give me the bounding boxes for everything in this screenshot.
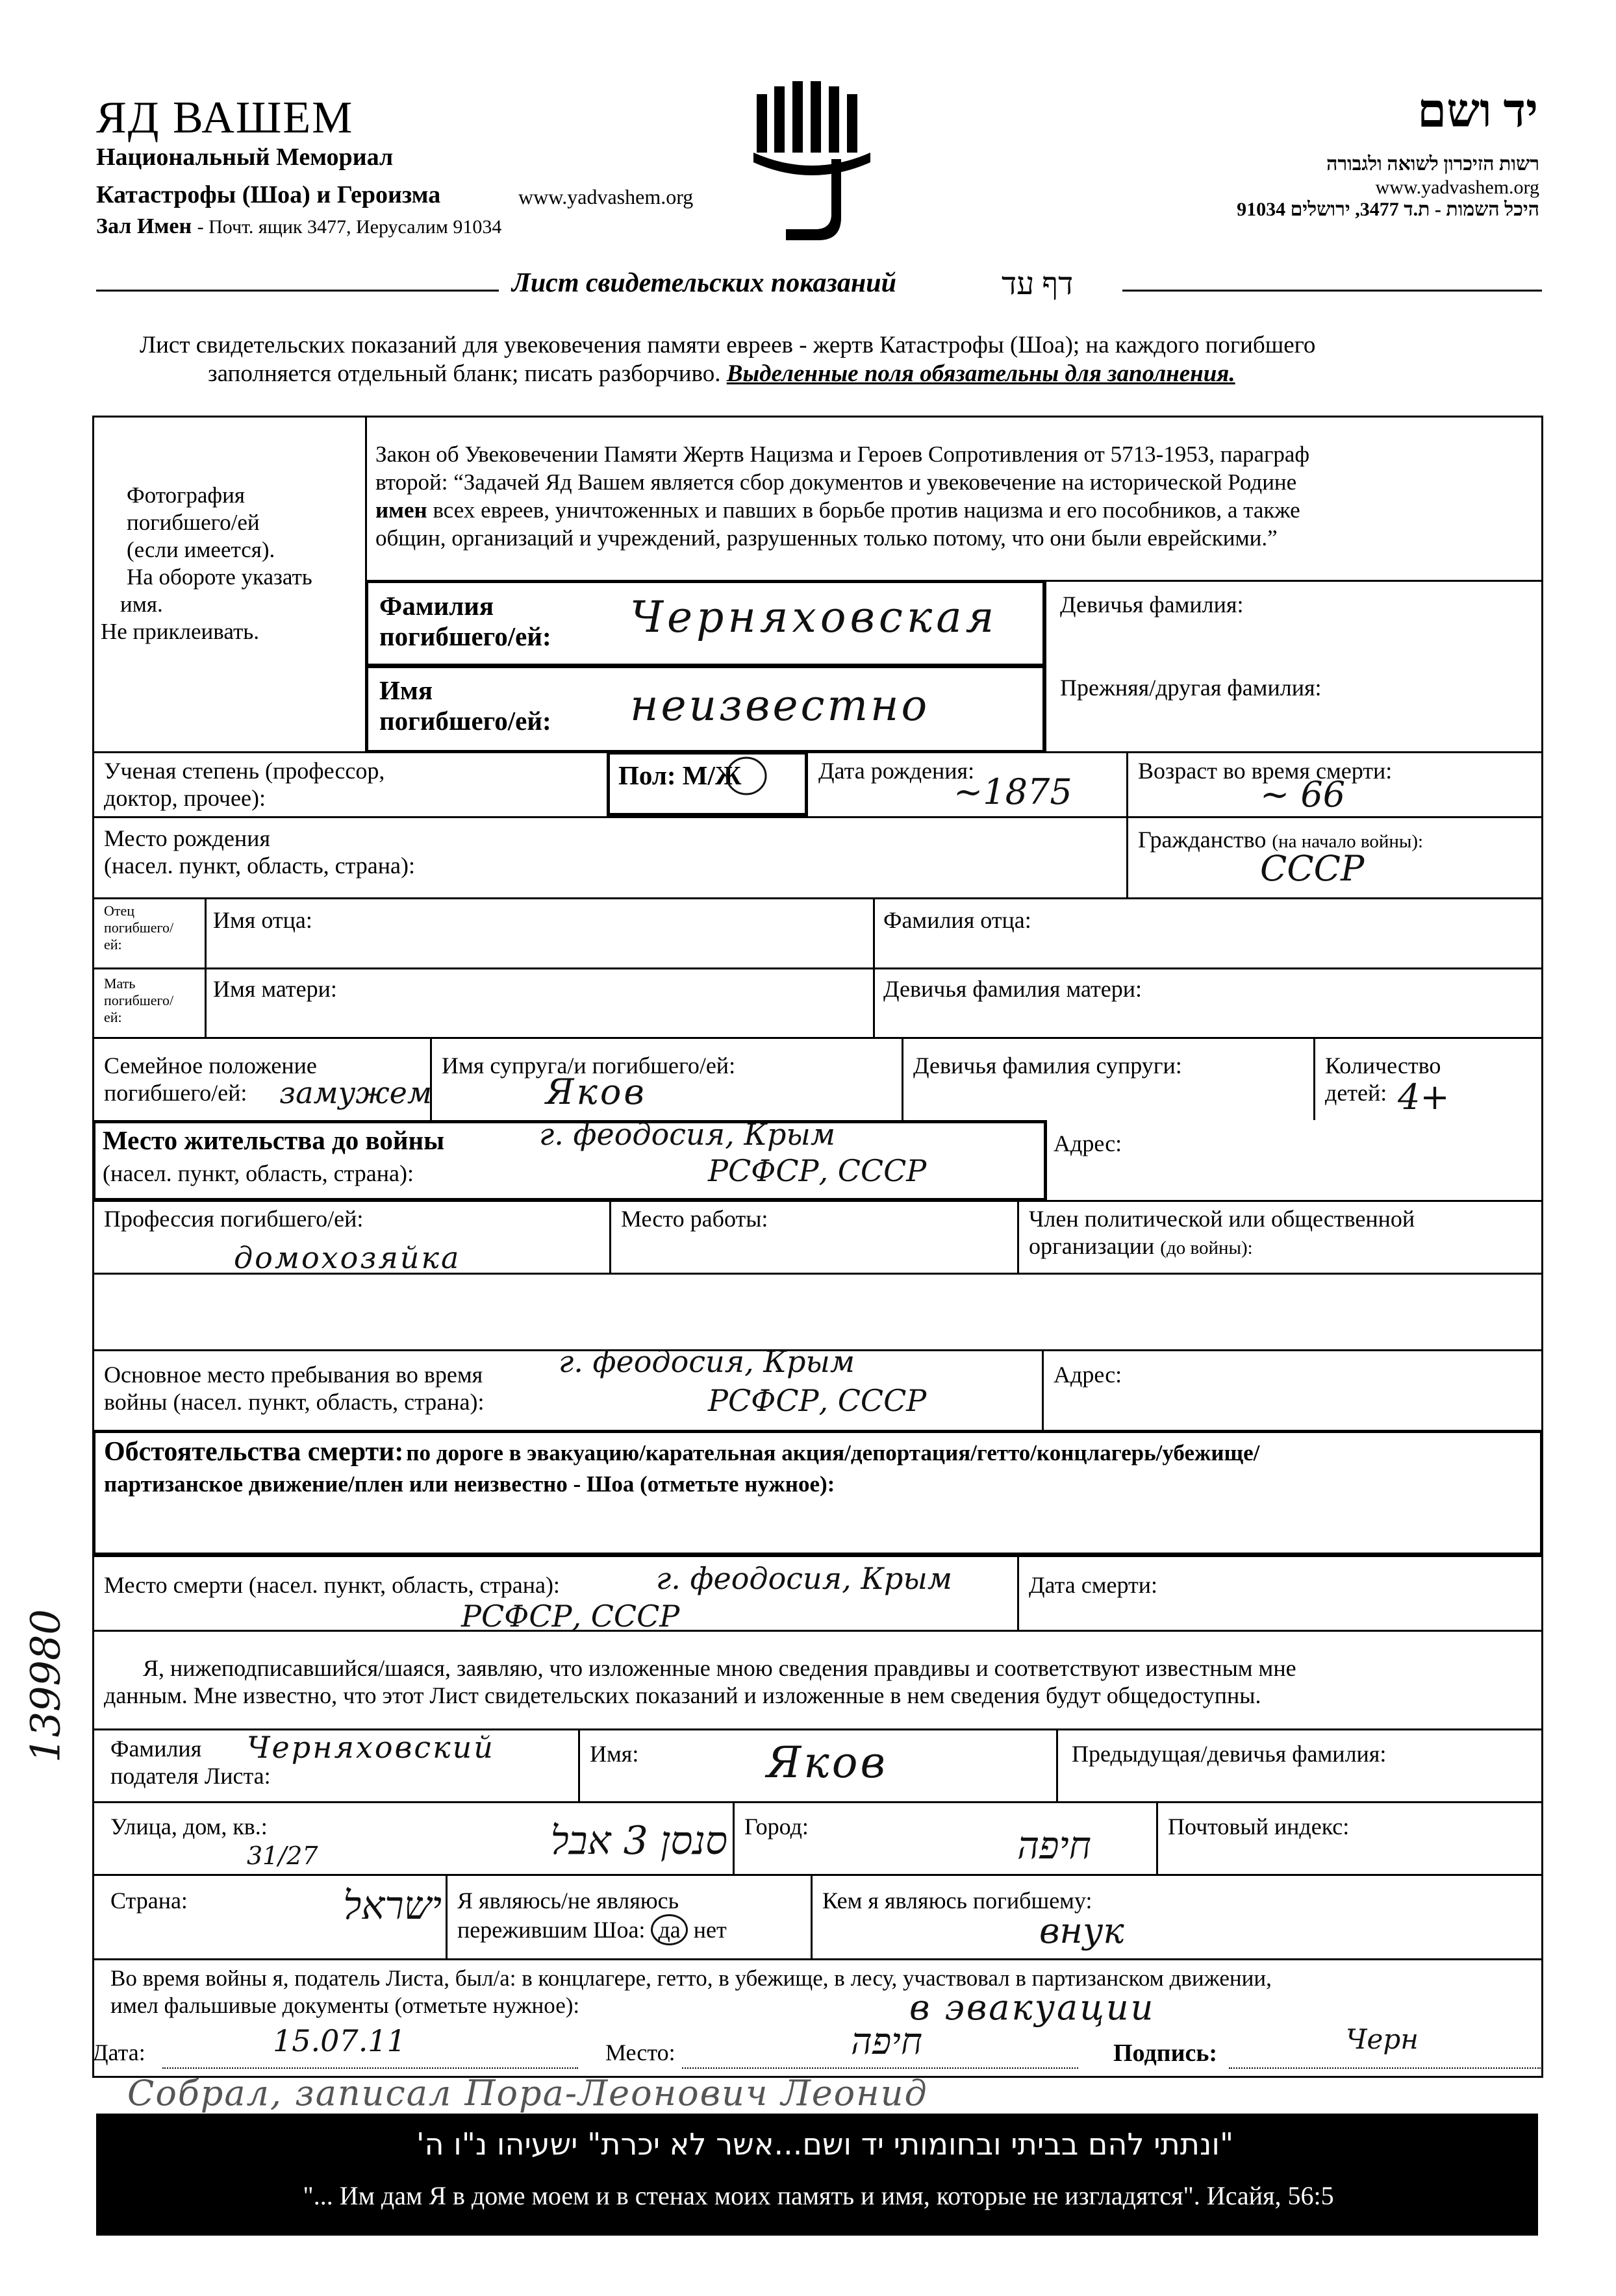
rule-children-left bbox=[1313, 1037, 1315, 1120]
member-note: (до войны): bbox=[1160, 1238, 1253, 1258]
rule-spouse-left bbox=[430, 1037, 432, 1120]
citizenship-value[interactable]: СССР bbox=[1260, 848, 1365, 889]
mother-side-3: ей: bbox=[104, 1009, 122, 1025]
children-value[interactable]: 4+ bbox=[1398, 1077, 1450, 1117]
signature-line bbox=[1229, 2067, 1541, 2069]
rule-submitter-prev bbox=[1056, 1728, 1058, 1801]
survivor-yes[interactable]: да bbox=[651, 1914, 687, 1945]
rule-member-left bbox=[1017, 1200, 1019, 1273]
status-label-1: Семейное положение bbox=[104, 1053, 317, 1079]
law-l3-rest: всех евреев, уничтоженных и павших в борьбе против нацизма и его пособников, а также bbox=[427, 497, 1300, 523]
photo-l6: Не приклеивать. bbox=[101, 619, 259, 644]
signature-place-value[interactable]: חיפה bbox=[851, 2021, 922, 2063]
signature-place-line bbox=[682, 2067, 1078, 2069]
residence-label: Место жительства до войны bbox=[103, 1125, 445, 1155]
death-circumstances-options-2: партизанское движение/плен или неизвестно - Шоа (отметьте нужное): bbox=[104, 1471, 835, 1497]
spouse-label: Имя супруга/и погибшего/ей: bbox=[442, 1053, 736, 1079]
spouse-maiden-label: Девичья фамилия супруги: bbox=[913, 1053, 1182, 1079]
gender-circle-mark bbox=[724, 753, 769, 799]
member-label bbox=[1029, 1205, 1415, 1262]
mother-side-2: погибшего/ bbox=[104, 992, 174, 1008]
title-rule-left bbox=[96, 290, 499, 292]
mother-maiden-label: Девичья фамилия матери: bbox=[883, 976, 1143, 1002]
rule-age-left bbox=[1126, 751, 1128, 897]
header-website-left: www.yadvashem.org bbox=[518, 185, 694, 208]
survivor-label-1: Я являюсь/не являюсь bbox=[457, 1888, 679, 1914]
wartime-address-label: Адрес: bbox=[1054, 1362, 1122, 1388]
name-label-2: погибшего/ей: bbox=[379, 706, 551, 736]
wartime-label bbox=[104, 1361, 485, 1416]
victim-name-value[interactable]: неизвестно bbox=[630, 680, 930, 730]
father-name-label: Имя отца: bbox=[213, 907, 312, 933]
header-line3-ru bbox=[96, 214, 501, 239]
signature-date-label: Дата: bbox=[92, 2040, 145, 2065]
rule-mother-top bbox=[92, 967, 1543, 969]
victim-name-label bbox=[379, 675, 551, 736]
mother-side-1: Мать bbox=[104, 975, 136, 992]
margin-number: 139980 bbox=[21, 1609, 69, 1763]
rule-country-top bbox=[92, 1874, 1543, 1876]
zip-label: Почтовый индекс: bbox=[1168, 1814, 1350, 1840]
dob-value[interactable]: ~1875 bbox=[953, 771, 1072, 812]
city-value-he[interactable]: חיפה bbox=[1017, 1823, 1091, 1867]
submitter-prev-label: Предыдущая/девичья фамилия: bbox=[1072, 1741, 1387, 1767]
citizenship-label-main: Гражданство bbox=[1138, 827, 1267, 853]
rule-surname-right bbox=[1044, 580, 1046, 753]
declaration bbox=[104, 1654, 1296, 1709]
rule-zip-left bbox=[1156, 1801, 1158, 1874]
photo-l4: На обороте указать bbox=[127, 564, 312, 590]
law-text bbox=[375, 440, 1309, 552]
submitter-wartime-l2: имел фальшивые документы (отметьте нужное): bbox=[110, 1993, 580, 2018]
signature-date-value[interactable]: 15.07.11 bbox=[273, 2023, 406, 2058]
father-side-3: ей: bbox=[104, 936, 122, 953]
profession-value[interactable]: домохозяйка bbox=[234, 1240, 461, 1275]
org-name-he: יד ושם bbox=[1417, 85, 1538, 137]
footer-quote-ru: "... Им дам Я в доме моем и в стенах моих память и имя, которые не изгладятся". Исайя, 56:5 bbox=[303, 2181, 1334, 2210]
yad-vashem-logo bbox=[747, 81, 877, 243]
wartime-label-2: войны (насел. пункт, область, страна): bbox=[104, 1389, 485, 1415]
photo-l2: погибшего/ей bbox=[127, 510, 260, 535]
marital-status-value[interactable]: замужем bbox=[279, 1075, 432, 1110]
submitter-surname-label-1: Фамилия bbox=[110, 1736, 202, 1762]
children-label-2: детей: bbox=[1325, 1080, 1387, 1106]
member-label-2: организации bbox=[1029, 1233, 1155, 1259]
form-title-ru: Лист свидетельских показаний bbox=[512, 268, 896, 298]
survivor-no[interactable]: нет bbox=[693, 1917, 727, 1943]
victim-surname-value[interactable]: Черняховская bbox=[630, 592, 998, 642]
submitter-name-label: Имя: bbox=[590, 1741, 639, 1767]
city-label: Город: bbox=[744, 1814, 809, 1840]
spouse-value[interactable]: Яков bbox=[546, 1071, 647, 1112]
death-date-label: Дата смерти: bbox=[1029, 1572, 1158, 1598]
profession-label: Профессия погибшего/ей: bbox=[104, 1206, 364, 1232]
surname-label-1: Фамилия bbox=[379, 591, 494, 621]
wartime-value-1[interactable]: г. феодосия, Крым bbox=[559, 1344, 855, 1379]
rule-father-top bbox=[92, 897, 1543, 899]
death-circumstances-line1 bbox=[104, 1436, 1259, 1467]
signature-label: Подпись: bbox=[1113, 2040, 1218, 2067]
death-circumstances-options-1: по дороге в эвакуацию/карательная акция/депортация/гетто/концлагерь/убежище/ bbox=[406, 1440, 1260, 1466]
degree-label bbox=[104, 757, 385, 812]
rule-birthplace-top bbox=[92, 816, 1543, 818]
name-label-1: Имя bbox=[379, 675, 433, 705]
wartime-value-2[interactable]: РСФСР, СССР bbox=[708, 1383, 927, 1418]
relation-label: Кем я являюсь погибшему: bbox=[822, 1888, 1092, 1914]
signature-place-label: Место: bbox=[605, 2040, 675, 2065]
residence-value-1[interactable]: г. феодосия, Крым bbox=[539, 1117, 836, 1152]
intro-line2-plain: заполняется отдельный бланк; писать разборчиво. bbox=[208, 360, 727, 387]
header-website-right: www.yadvashem.org bbox=[1375, 177, 1539, 198]
photo-l5: имя. bbox=[120, 592, 163, 617]
workplace-label: Место работы: bbox=[621, 1206, 768, 1232]
death-place-value-2[interactable]: РСФСР, СССР bbox=[461, 1599, 680, 1634]
street-value[interactable]: 31/27 bbox=[247, 1841, 318, 1870]
father-side-label bbox=[104, 903, 173, 953]
father-side-2: погибшего/ bbox=[104, 919, 174, 936]
signature-date-line bbox=[162, 2067, 578, 2069]
intro-line2 bbox=[208, 360, 1235, 388]
law-l3 bbox=[375, 496, 1309, 524]
death-place-label: Место смерти (насел. пункт, область, страна): bbox=[104, 1572, 560, 1598]
dob-label: Дата рождения: bbox=[818, 758, 975, 784]
rule-relation-left bbox=[811, 1874, 813, 1958]
residence-address-label: Адрес: bbox=[1054, 1130, 1122, 1156]
footer-quote-he: "ונתתי להם בביתי ובחומותי יד ושם...אשר לא יכרת" ישעיהו נ"ו ה' bbox=[416, 2127, 1234, 2162]
age-value[interactable]: ~ 66 bbox=[1260, 774, 1346, 815]
street-value-he[interactable]: סנסן 3 אבל bbox=[550, 1818, 727, 1864]
hall-of-names: Зал Имен bbox=[96, 214, 192, 238]
rule-survivor-left bbox=[446, 1874, 448, 1958]
survivor-label-2: пережившим Шоа: bbox=[457, 1917, 646, 1943]
rule-family-top bbox=[92, 1037, 1543, 1039]
country-value-he[interactable]: ישראל bbox=[343, 1883, 442, 1928]
rule-wartime-address bbox=[1042, 1349, 1044, 1430]
photo-box bbox=[101, 482, 360, 645]
birthplace-label-2: (насел. пункт, область, страна): bbox=[104, 853, 416, 879]
father-side-1: Отец bbox=[104, 903, 135, 919]
rule-workplace-left bbox=[609, 1200, 611, 1273]
header-line2-ru: Катастрофы (Шоа) и Героизма bbox=[96, 181, 441, 208]
wartime-label-1: Основное место пребывания во время bbox=[104, 1362, 483, 1388]
submitter-wartime-value[interactable]: в эвакуации bbox=[909, 1987, 1155, 2028]
rule-death-place-top bbox=[92, 1555, 1543, 1557]
photo-l1: Фотография bbox=[127, 482, 245, 508]
declaration-l2: данным. Мне известно, что этот Лист свидетельских показаний и изложенные в нем сведения будут общедоступны. bbox=[104, 1682, 1261, 1708]
victim-prev-name-label: Прежняя/другая фамилия: bbox=[1060, 675, 1322, 701]
status-label-2: погибшего/ей: bbox=[104, 1080, 247, 1106]
intro-mandatory-note: Выделенные поля обязательны для заполнения. bbox=[726, 360, 1235, 387]
photo-l3: (если имеется). bbox=[127, 537, 275, 562]
header-line1-ru: Национальный Мемориал bbox=[96, 144, 394, 171]
submitter-name-value[interactable]: Яков bbox=[766, 1738, 888, 1788]
mother-side-label bbox=[104, 975, 173, 1026]
submitter-wartime-l1: Во время войны я, податель Листа, был/а: в концлагере, гетто, в убежище, в лесу, участвовал в партизанском движении, bbox=[110, 1965, 1272, 1991]
law-l1: Закон об Увековечении Памяти Жертв Нацизма и Героев Сопротивления от 5713-1953, параграф bbox=[375, 442, 1310, 467]
rule-city-left bbox=[733, 1801, 735, 1874]
residence-sublabel: (насел. пункт, область, страна): bbox=[103, 1160, 414, 1186]
mother-name-label: Имя матери: bbox=[213, 976, 337, 1002]
member-label-1: Член политической или общественной bbox=[1029, 1206, 1415, 1232]
death-place-value-1[interactable]: г. феодосия, Крым bbox=[656, 1561, 953, 1596]
survivor-label bbox=[457, 1887, 727, 1945]
degree-label-2: доктор, прочее): bbox=[104, 785, 266, 811]
relation-value[interactable]: внук bbox=[1039, 1910, 1124, 1951]
header-line1-he: רשות הזיכרון לשואה ולגבורה bbox=[1326, 153, 1539, 175]
rule-death-date bbox=[1017, 1555, 1019, 1630]
law-l4: общин, организаций и учреждений, разрушенных только потому, что они были еврейскими.” bbox=[375, 525, 1278, 551]
victim-surname-label bbox=[379, 591, 551, 652]
rule-work-top bbox=[92, 1200, 1543, 1202]
birthplace-label-1: Место рождения bbox=[104, 825, 271, 851]
rule-blank-top bbox=[92, 1273, 1543, 1275]
postal-address: - Почт. ящик 3477, Иерусалим 91034 bbox=[197, 216, 502, 238]
declaration-l1: Я, нижеподписавшийся/шаяся, заявляю, что изложенные мною сведения правдивы и соответствуют известным мне bbox=[143, 1655, 1296, 1681]
title-rule-right bbox=[1122, 290, 1542, 292]
birthplace-label bbox=[104, 825, 415, 879]
street-label: Улица, дом, кв.: bbox=[110, 1814, 268, 1840]
law-l3-bold: имен bbox=[375, 497, 427, 523]
gender-label: Пол: М/Ж bbox=[618, 760, 742, 790]
victim-maiden-label: Девичья фамилия: bbox=[1060, 592, 1244, 618]
org-name-ru: ЯД ВАШЕМ bbox=[96, 93, 354, 143]
rule-degree-top bbox=[92, 751, 1543, 753]
rule-submitter-war-top bbox=[92, 1958, 1543, 1960]
father-surname-label: Фамилия отца: bbox=[883, 907, 1031, 933]
rule-address-top bbox=[92, 1801, 1543, 1803]
intro-line1: Лист свидетельских показаний для увековечения памяти евреев - жертв Катастрофы (Шоа); на каждого погибшего bbox=[140, 332, 1316, 358]
country-label: Страна: bbox=[110, 1888, 188, 1914]
submitter-surname-label-2: подателя Листа: bbox=[110, 1763, 271, 1789]
death-circumstances-title: Обстоятельства смерти: bbox=[104, 1437, 404, 1467]
citizenship-note: (на начало войны): bbox=[1272, 831, 1424, 852]
rule-declaration-top bbox=[92, 1630, 1543, 1632]
degree-label-1: Ученая степень (профессор, bbox=[104, 758, 385, 784]
law-l2: второй: “Задачей Яд Вашем является сбор документов и увековечение на исторической Родине bbox=[375, 469, 1297, 495]
residence-value-2[interactable]: РСФСР, СССР bbox=[708, 1153, 927, 1188]
rule-spouse-right bbox=[902, 1037, 903, 1120]
submitter-surname-value[interactable]: Черняховский bbox=[247, 1730, 495, 1765]
header-line2-he: היכל השמות - ת.ד 3477, ירושלים 91034 bbox=[1237, 199, 1539, 220]
rule-submitter-name-left bbox=[578, 1728, 580, 1801]
signature-value[interactable]: Черн bbox=[1346, 2023, 1419, 2055]
surname-label-2: погибшего/ей: bbox=[379, 621, 551, 651]
collector-note: Собрал, записал Пора-Леонович Леонид bbox=[127, 2073, 928, 2114]
form-title-he: דף עד bbox=[1002, 267, 1074, 301]
age-label: Возраст во время смерти: bbox=[1138, 758, 1393, 784]
children-label-1: Количество bbox=[1325, 1053, 1441, 1079]
